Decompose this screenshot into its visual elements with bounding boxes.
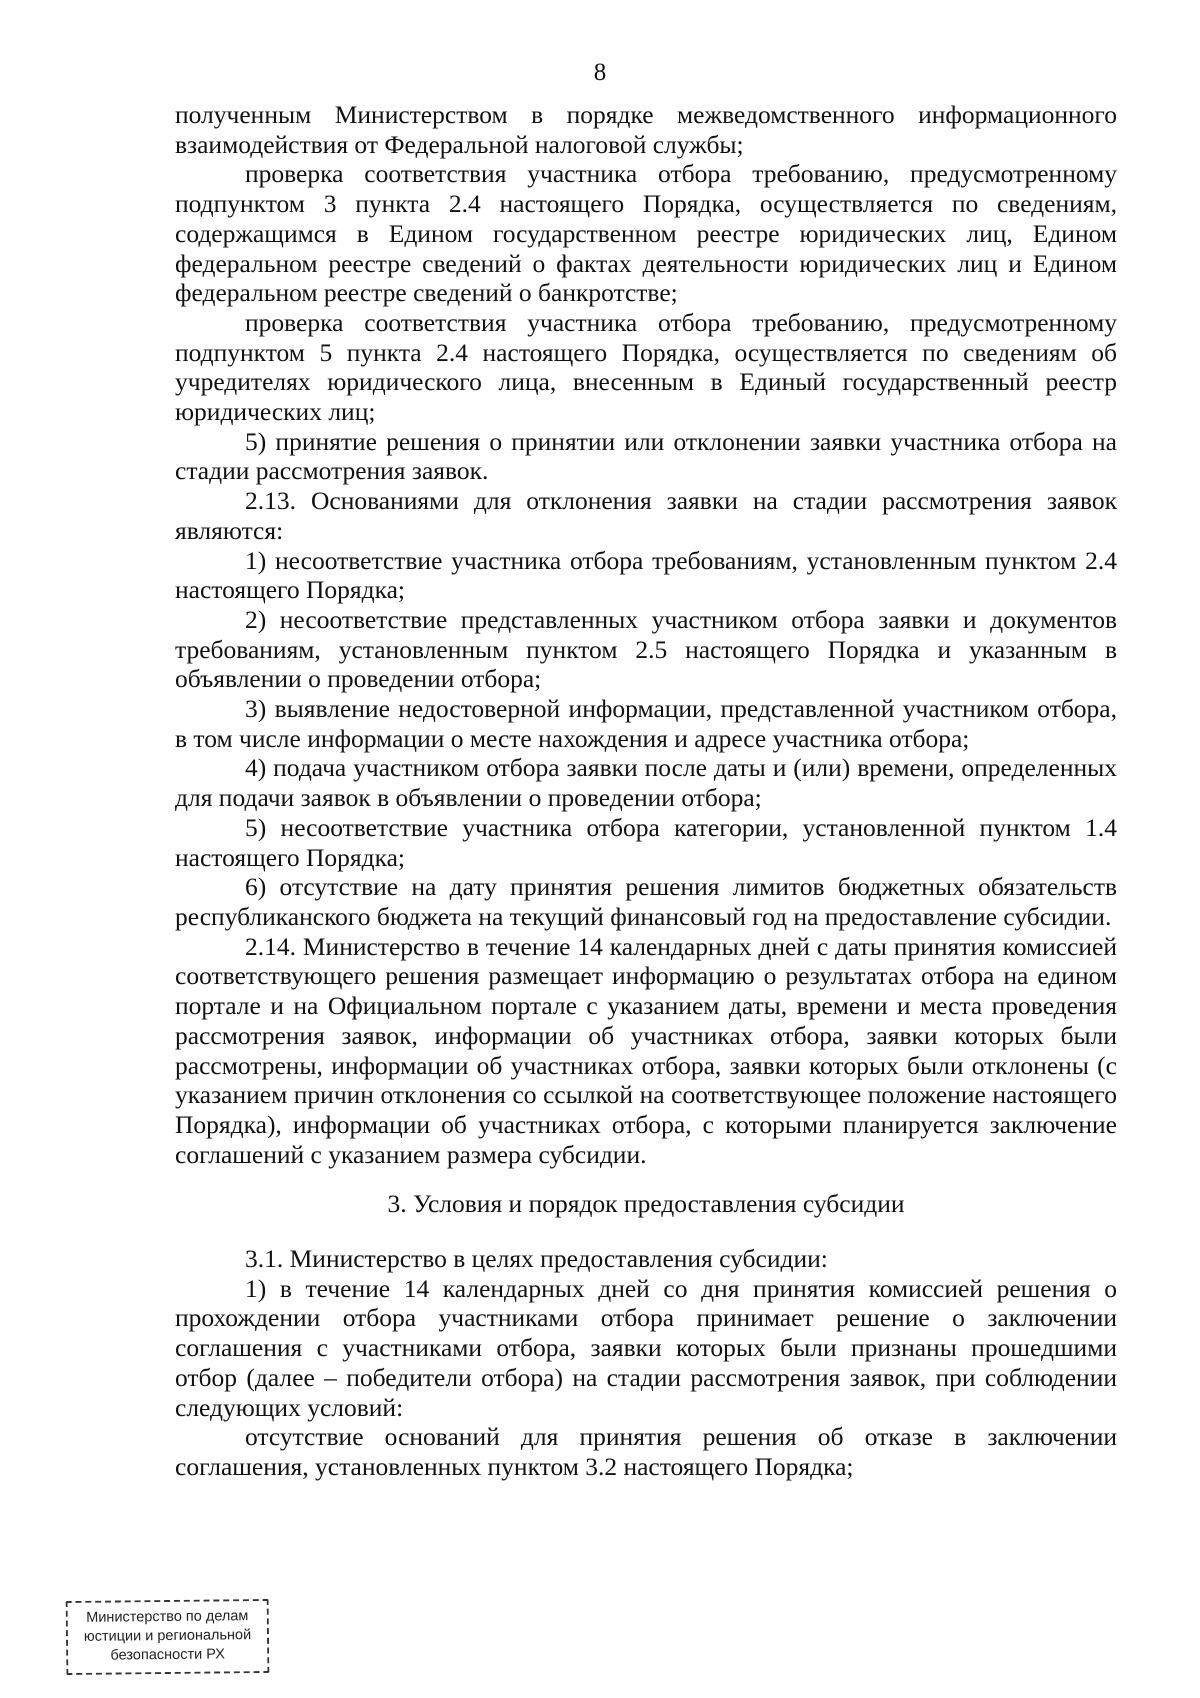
- section-heading: 3. Условия и порядок предоставления субсидии: [387, 1189, 905, 1219]
- paragraph: 1) в течение 14 календарных дней со дня принятия комиссией решения о прохождении отбора участниками отбора принимает решение о заключении соглашения с участниками отбора, заявки которых были признаны прошедшими отбор (далее – победители отбора) на стадии рассмотрения заявок, при соблюдении следующих условий:: [175, 1273, 1117, 1422]
- paragraph: 2) несоответствие представленных участником отбора заявки и документов требованиям, установленным пунктом 2.5 настоящего Порядка и указанным в объявлении о проведении отбора;: [175, 604, 1117, 694]
- paragraph: 3.1. Министерство в целях предоставления субсидии:: [245, 1244, 828, 1274]
- paragraph: полученным Министерством в порядке межведомственного информационного взаимодействия от Федеральной налоговой службы;: [175, 100, 1117, 159]
- stamp-line: безопасности РХ: [110, 1646, 225, 1664]
- paragraph: 1) несоответствие участника отбора требованиям, установленным пунктом 2.4 настоящего Порядка;: [175, 545, 1117, 605]
- paragraph: 6) отсутствие на дату принятия решения лимитов бюджетных обязательств республиканского бюджета на текущий финансовый год на предоставление субсидии.: [175, 872, 1117, 931]
- paragraph: проверка соответствия участника отбора требованию, предусмотренному подпунктом 5 пункта 2.4 настоящего Порядка, осуществляется по сведениям об учредителях юридического лица, внесенным в Единый государственный реестр юридических лиц;: [175, 307, 1117, 427]
- stamp-line: юстиции и региональной: [83, 1627, 252, 1645]
- paragraph: проверка соответствия участника отбора требованию, предусмотренному подпунктом 3 пункта 2.4 настоящего Порядка, осуществляется по сведениям, содержащимся в Едином государственном реестре юридических лиц, Едином федеральном реестре сведений о фактах деятельности юридических лиц и Едином федеральном реестре сведений о банкротстве;: [175, 159, 1117, 308]
- paragraph: 3) выявление недостоверной информации, представленной участником отбора, в том числе информации о месте нахождения и адресе участника отбора;: [175, 694, 1117, 753]
- paragraph: 5) принятие решения о принятии или отклонении заявки участника отбора на стадии рассмотрения заявок.: [175, 426, 1117, 486]
- paragraph: 4) подача участником отбора заявки после даты и (или) времени, определенных для подачи заявок в объявлении о проведении отбора;: [175, 753, 1117, 813]
- paragraph: 2.14. Министерство в течение 14 календарных дней с даты принятия комиссией соответствующего решения размещает информацию о результатах отбора на едином портале и на Официальном портале с указанием даты, времени и места проведения рассмотрения заявок, информации об участниках отбора, заявки которых были рассмотрены, информации об участниках отбора, заявки которых были отклонены (с указанием причин отклонения со ссылкой на соответствующее положение настоящего Порядка), информации об участниках отбора, с которыми планируется заключение соглашений с указанием размера субсидии.: [175, 931, 1117, 1169]
- page-number: 8: [593, 59, 607, 86]
- paragraph: 2.13. Основаниями для отклонения заявки на стадии рассмотрения заявок являются:: [175, 486, 1117, 545]
- ministry-stamp: [66, 1599, 270, 1675]
- document-body: [175, 100, 1117, 1482]
- paragraph: отсутствие оснований для принятия решения об отказе в заключении соглашения, установленных пунктом 3.2 настоящего Порядка;: [175, 1422, 1117, 1481]
- stamp-line: Министерство по делам: [86, 1608, 249, 1626]
- paragraph: 5) несоответствие участника отбора категории, установленной пунктом 1.4 настоящего Порядка;: [175, 812, 1117, 872]
